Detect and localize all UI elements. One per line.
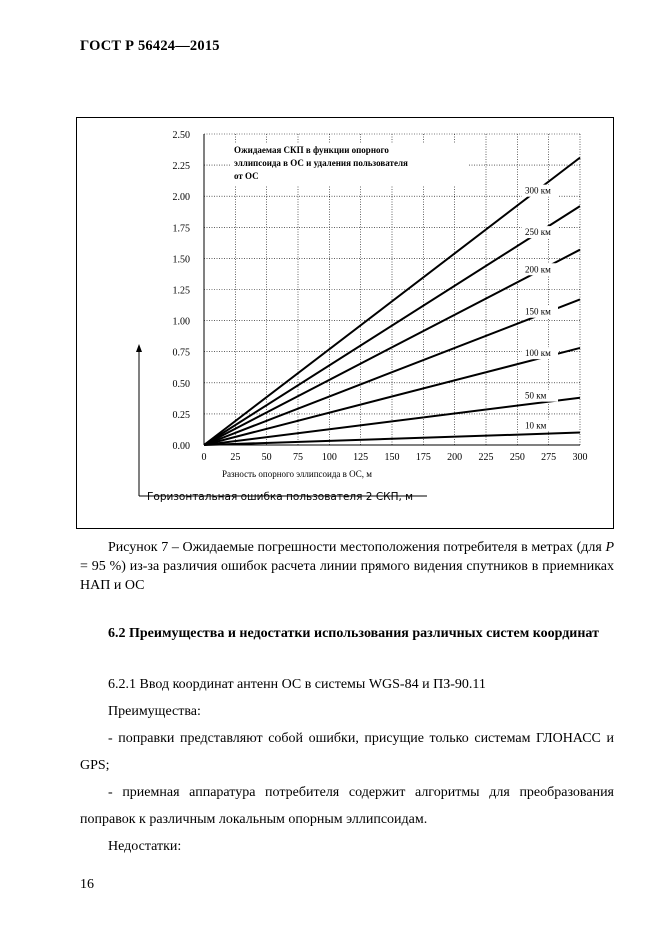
series-label: 200 км (525, 264, 551, 275)
y-axis-arrowhead (136, 344, 142, 352)
series-label: 100 км (525, 348, 551, 359)
x-tick-label: 300 (572, 452, 588, 463)
caption-rest: = 95 %) из-за различия ошибок расчета линии прямого видения спутников в приемниках НАП и ОС (80, 559, 614, 593)
figure-caption (80, 538, 614, 595)
x-tick-label: 200 (447, 452, 463, 463)
y-tick-label: 2.25 (172, 161, 190, 173)
x-axis-label: Разность опорного эллипсоида в ОС, м (222, 469, 372, 479)
figure-frame (76, 117, 614, 529)
series-label: 250 км (525, 227, 551, 238)
y-tick-label: 0.75 (172, 347, 190, 359)
series-label: 50 км (525, 390, 547, 401)
caption-variable: P (605, 540, 614, 555)
paragraph-advantage-2: - приемная аппаратура потребителя содержит алгоритмы для преобразования поправок к различным локальным опорным эллипсоидам. (80, 785, 614, 827)
y-tick-label: 1.25 (172, 285, 190, 297)
y-tick-label: 1.50 (172, 254, 190, 266)
y-tick-label: 0.50 (172, 378, 190, 390)
paragraph-advantages: Преимущества: (108, 704, 201, 719)
chart-title-line-3: от ОС (234, 171, 259, 181)
caption-prefix: Рисунок 7 – Ожидаемые погрешности местоположения потребителя в метрах (для (108, 540, 606, 555)
y-tick-label: 2.50 (172, 130, 190, 141)
chart (77, 118, 615, 530)
x-tick-label: 275 (541, 452, 557, 463)
x-tick-label: 25 (230, 452, 241, 463)
paragraph-subsection: 6.2.1 Ввод координат антенн ОС в системы WGS-84 и ПЗ-90.11 (108, 677, 486, 692)
y-tick-label: 0.25 (172, 409, 190, 421)
x-tick-label: 175 (415, 452, 431, 463)
x-tick-label: 100 (321, 452, 337, 463)
y-tick-label: 0.00 (172, 441, 190, 452)
y-tick-label: 2.00 (172, 192, 190, 204)
x-tick-label: 125 (353, 452, 369, 463)
series-label: 10 км (525, 420, 547, 431)
chart-title-line-2: эллипсоида в ОС и удаления пользователя (234, 158, 408, 168)
chart-title: Ожидаемая СКП в функции опорного (234, 145, 389, 155)
paragraph-disadvantages: Недостатки: (108, 839, 182, 854)
x-tick-label: 250 (509, 452, 525, 463)
page-number: 16 (80, 877, 94, 892)
x-tick-label: 0 (201, 452, 207, 463)
y-tick-label: 1.75 (172, 223, 190, 235)
y-axis-label: Горизонтальная ошибка пользователя 2 СКП, м (147, 491, 414, 503)
series-label: 150 км (525, 306, 551, 317)
y-tick-label: 1.00 (172, 316, 190, 328)
x-tick-label: 225 (478, 452, 494, 463)
x-tick-label: 50 (261, 452, 272, 463)
series-label: 300 км (525, 185, 551, 196)
section-title: 6.2 Преимущества и недостатки использования различных систем координат (108, 626, 599, 641)
x-tick-label: 75 (293, 452, 303, 463)
document-header: ГОСТ Р 56424—2015 (80, 38, 220, 54)
x-tick-label: 150 (384, 452, 400, 463)
paragraph-advantage-1: - поправки представляют собой ошибки, присущие только системам ГЛОНАСС и GPS; (80, 731, 614, 773)
